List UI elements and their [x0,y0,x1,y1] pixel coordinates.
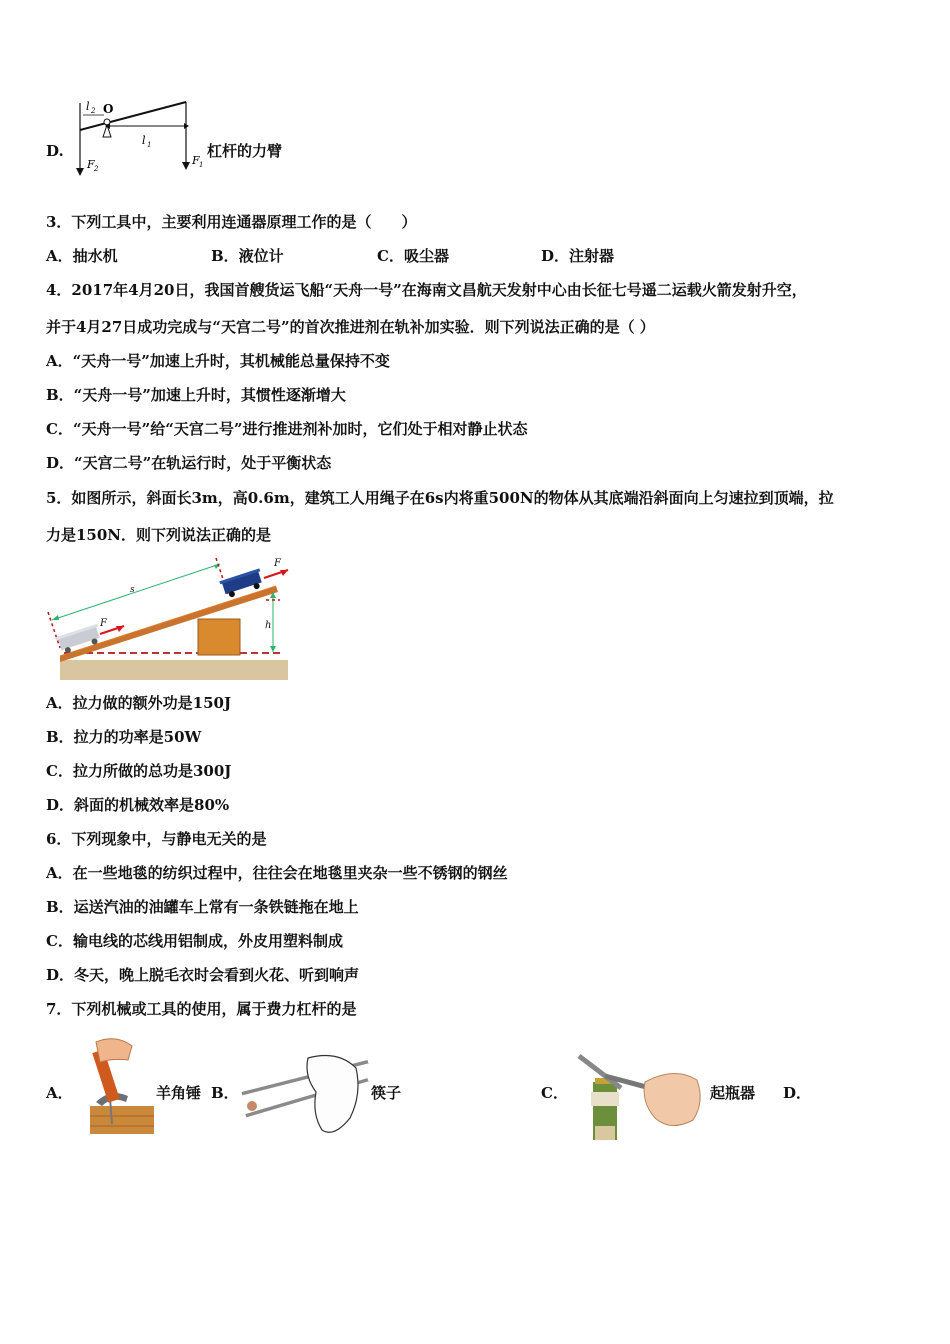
incline-ramp [60,586,278,662]
q2-option-d-label: D. [46,142,64,160]
lever-f1-arrowhead [182,162,190,170]
q4-option-a: A．“天舟一号”加速上升时，其机械能总量保持不变 [46,352,390,370]
q7-option-a-letter: A． [46,1084,73,1102]
q4-option-d: D．“天宫二号”在轨运行时，处于平衡状态 [46,454,332,472]
svg-text:1: 1 [147,141,152,149]
q2-option-d-text: 杠杆的力臂 [207,142,283,160]
lever-label-f2: F [87,158,95,171]
q5-option-b: B．拉力的功率是50W [46,728,202,746]
q3-option-b: B．液位计 [211,247,284,265]
q7-option-b-letter: B． [211,1084,239,1102]
incline-support-block [198,619,240,655]
q6-option-c: C．输电线的芯线用铝制成，外皮用塑料制成 [46,932,343,950]
lever-label-l2: l [86,100,90,113]
q7-option-d-letter: D． [783,1084,812,1102]
svg-text:1: 1 [199,161,204,169]
lever-label-l1: l [142,134,146,147]
q7-option-c-letter: C． [541,1084,568,1102]
q6-stem: 6．下列现象中，与静电无关的是 [46,830,267,848]
q5-option-d: D．斜面的机械效率是80% [46,796,230,814]
q3-option-c: C．吸尘器 [377,247,449,265]
lever-label-f1: F [192,154,200,167]
q6-option-d: D．冬天，晚上脱毛衣时会看到火花、听到响声 [46,966,360,984]
claw-hammer-image [86,1036,158,1136]
incline-length-line [52,564,220,620]
incline-label-s: s [130,585,135,595]
q6-option-b: B．运送汽油的油罐车上常有一条铁链拖在地上 [46,898,359,916]
lever-arm-figure [70,98,205,180]
q3-option-a: A．抽水机 [46,247,118,265]
lever-label-o: O [103,102,114,116]
bottle-opener-image [575,1052,710,1142]
incline-ground [60,660,288,680]
q5-option-c: C．拉力所做的总功是300J [46,762,232,780]
incline-label-f-bottom: F [100,618,107,629]
q4-stem-line2: 并于4月27日成功完成与“天宫二号”的首次推进剂在轨补加实验．则下列说法正确的是（ ） [46,318,655,336]
chopsticks-image [238,1050,370,1140]
q5-option-a: A．拉力做的额外功是150J [46,694,232,712]
q6-option-a: A．在一些地毯的纺织过程中，往往会在地毯里夹杂一些不锈钢的钢丝 [46,864,508,882]
q4-option-c: C．“天舟一号”给“天宫二号”进行推进剂补加时，它们处于相对静止状态 [46,420,528,438]
q5-stem-line1: 5．如图所示，斜面长3m，高0.6m，建筑工人用绳子在6s内将重500N的物体从其底端沿斜面向上匀速拉到顶端，拉 [46,489,834,507]
incline-label-h: h [265,620,272,631]
incline-label-f-top: F [274,558,281,569]
q3-option-d: D．注射器 [541,247,615,265]
q4-option-b: B．“天舟一号”加速上升时，其惯性逐渐增大 [46,386,346,404]
q3-stem: 3．下列工具中，主要利用连通器原理工作的是（ ） [46,213,417,231]
q5-stem-line2: 力是150N．则下列说法正确的是 [46,526,272,544]
q7-stem: 7．下列机械或工具的使用，属于费力杠杆的是 [46,1000,357,1018]
q7-option-b-name: 筷子 [371,1084,402,1102]
q7-option-c-name: 起瓶器 [710,1084,756,1102]
svg-text:2: 2 [91,107,96,115]
incline-figure [44,556,294,682]
svg-text:2: 2 [94,165,99,173]
q7-option-a-name: 羊角锤 [156,1084,202,1102]
q4-stem-line1: 4．2017年4月20日，我国首艘货运飞船“天舟一号”在海南文昌航天发射中心由长征七号遥二运载火箭发射升空， [46,281,807,299]
lever-f2-arrowhead [76,168,84,176]
